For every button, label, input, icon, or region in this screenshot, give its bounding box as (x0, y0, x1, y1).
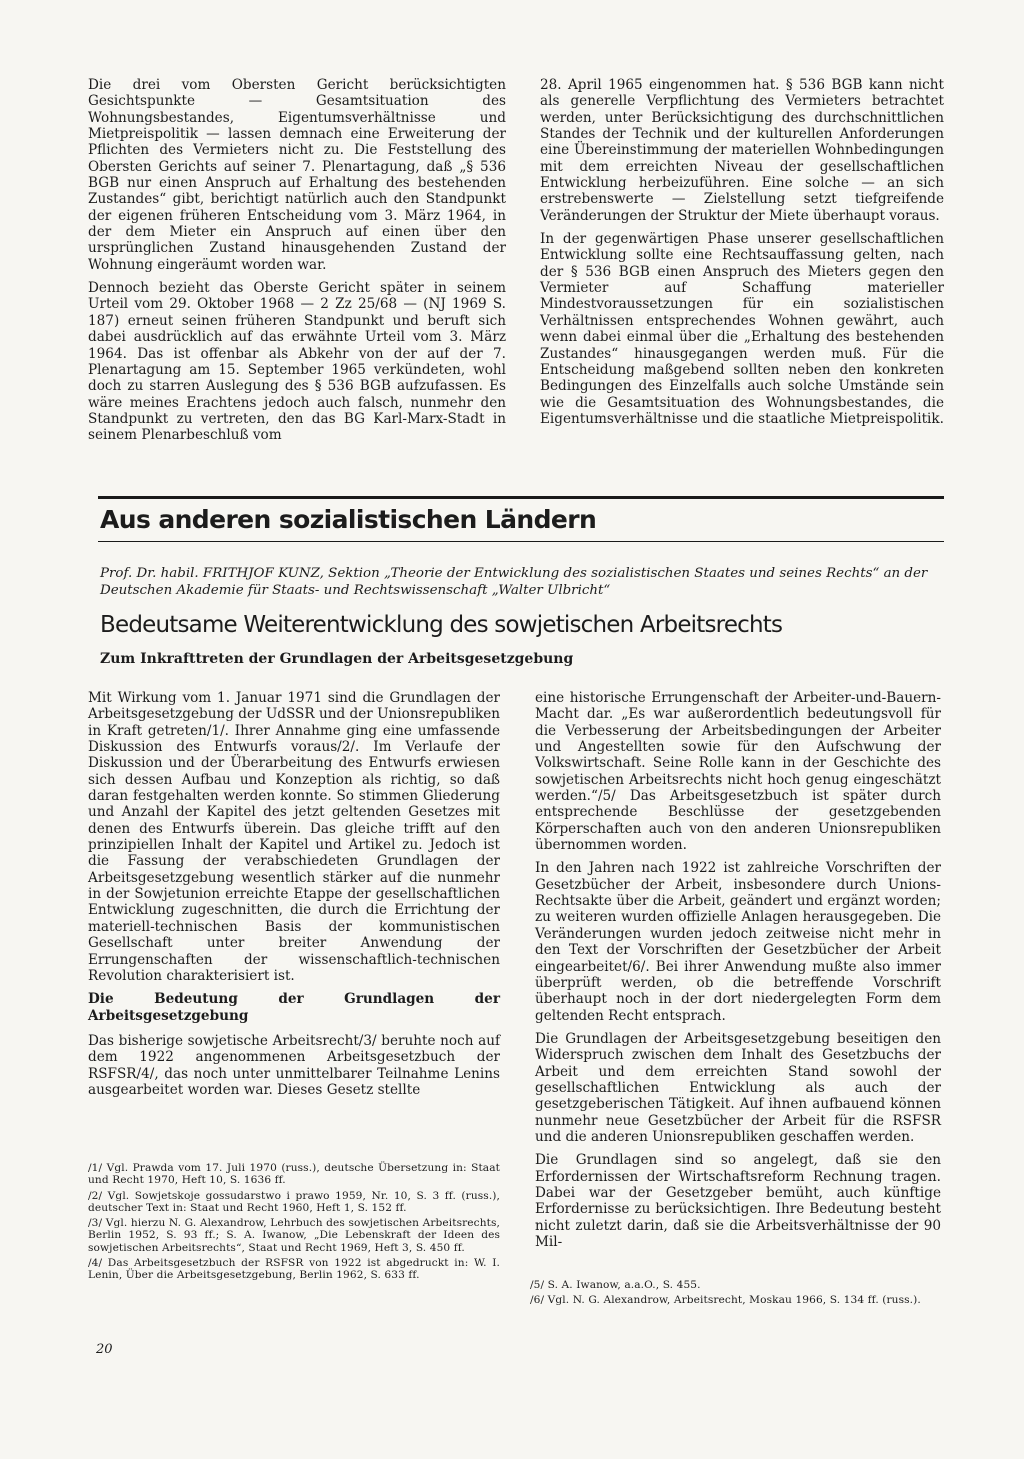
top-left-paragraph-2: Dennoch bezieht das Oberste Gericht später in seinem Urteil vom 29. Oktober 1968 — 2 Zz 25/68 — (NJ 1969 S. 187) erneut seinen früheren Standpunkt und beruft sich dabei ausdrücklich auf das erwähnte Urteil vom 3. März 1964. Das ist offenbar als Abkehr von der auf der 7. Plenartagung am 15. September 1965 verkündeten, wohl doch zu starren Auslegung des § 536 BGB aufzufassen. Es wäre meines Erachtens jedoch auch falsch, nunmehr den Standpunkt zu vertreten, den das BG Karl-Marx-Stadt in seinem Plenarbeschluß vom (88, 280, 506, 444)
top-right-paragraph-1: 28. April 1965 eingenommen hat. § 536 BGB kann nicht als generelle Verpflichtung des Vermieters betrachtet werden, unter Berücksichtigung des durchschnittlichen Standes der Technik und der kulturellen Anforderungen eine Übereinstimmung der materiellen Wohnbedingungen mit dem erreichten Niveau der gesellschaftlichen Entwicklung herbeizuführen. Eine solche — an sich erstrebenswerte — Zielstellung setzt tiefgreifende Veränderungen der Struktur der Miete überhaupt voraus. (540, 77, 944, 224)
article-left-paragraph-2: Das bisherige sowjetische Arbeitsrecht/3/ beruhte noch auf dem 1922 angenommenen Arbeitsgesetzbuch der RSFSR/4/, das noch unter unmittelbarer Teilnahme Lenins ausgearbeitet worden war. Dieses Gesetz stellte (88, 1032, 500, 1098)
article-right-column (535, 690, 941, 1257)
author-line: Prof. Dr. habil. FRITHJOF KUNZ, Sektion „Theorie der Entwicklung des sozialistischen Staates und seines Rechts“ an der Deutschen Akademie für Staats- und Rechtswissenschaft „Walter Ulbricht“ (100, 566, 928, 598)
section-heading: Aus anderen sozialistischen Ländern (100, 505, 597, 534)
footnote-1: /1/ Vgl. Prawda vom 17. Juli 1970 (russ.), deutsche Übersetzung in: Staat und Recht 1970, Heft 10, S. 1636 ff. (88, 1162, 500, 1187)
footnotes-left (88, 1162, 500, 1285)
article-title: Bedeutsame Weiterentwicklung des sowjetischen Arbeitsrechts (100, 612, 783, 638)
page-number: 20 (96, 1342, 113, 1357)
top-right-column (540, 77, 944, 434)
footnote-6: /6/ Vgl. N. G. Alexandrow, Arbeitsrecht, Moskau 1966, S. 134 ff. (russ.). (530, 1294, 921, 1307)
section-rule-bottom (98, 541, 944, 542)
footnote-2: /2/ Vgl. Sowjetskoje gossudarstwo i prawo 1959, Nr. 10, S. 3 ff. (russ.), deutscher Text in: Staat und Recht 1960, Heft 1, S. 152 ff. (88, 1189, 500, 1214)
footnote-3: /3/ Vgl. hierzu N. G. Alexandrow, Lehrbuch des sowjetischen Arbeitsrechts, Berlin 1952, S. 93 ff.; S. A. Iwanow, „Die Lebenskraft der Ideen des sowjetischen Arbeitsrechts“, Staat und Recht 1969, Heft 3, S. 450 ff. (88, 1217, 500, 1254)
article-right-paragraph-1: eine historische Errungenschaft der Arbeiter-und-Bauern-Macht dar. „Es war außerordentlich bedeutungsvoll für die Verbesserung der Arbeitsbedingungen der Arbeiter und Angestellten sowie für den Aufschwung der Volkswirtschaft. Seine Rolle kann in der Geschichte des sowjetischen Arbeitsrechts nicht hoch genug eingeschätzt werden.“/5/ Das Arbeitsgesetzbuch ist später durch entsprechende Beschlüsse der gesetzgebenden Körperschaften auch von den anderen Unionsrepubliken übernommen worden. (535, 690, 941, 854)
article-left-column (88, 690, 500, 1105)
article-right-paragraph-3: Die Grundlagen der Arbeitsgesetzgebung beseitigen den Widerspruch zwischen dem Inhalt des Gesetzbuchs der Arbeit und dem erreichten Stand sowohl der gesellschaftlichen Entwicklung als auch der gesetzgeberischen Tätigkeit. Auf ihnen aufbauend können nunmehr neue Gesetzbücher der Arbeit für die RSFSR und die anderen Unionsrepubliken geschaffen werden. (535, 1030, 941, 1145)
article-right-paragraph-2: In den Jahren nach 1922 ist zahlreiche Vorschriften der Gesetzbücher der Arbeit, insbesondere durch Unions-Rechtsakte über die Arbeit, geändert und ergänzt worden; zu weiteren wurden offizielle Anlagen herausgegeben. Die Veränderungen wurden jedoch zeitweise nicht mehr in den Text der Vorschriften der Gesetzbücher der Arbeit eingearbeitet/6/. Bei ihrer Anwendung mußte also immer überprüft werden, ob die betreffende Vorschrift überhaupt noch in der dort niedergelegten Form dem geltenden Recht entsprach. (535, 860, 941, 1024)
footnote-5: /5/ S. A. Iwanow, a.a.O., S. 455. (530, 1279, 701, 1291)
footnote-4: /4/ Das Arbeitsgesetzbuch der RSFSR von 1922 ist abgedruckt in: W. I. Lenin, Über die Arbeitsgesetzgebung, Berlin 1962, S. 633 ff. (88, 1257, 500, 1282)
section-rule-top (98, 496, 944, 499)
top-left-paragraph-1: Die drei vom Obersten Gericht berücksichtigten Gesichtspunkte — Gesamtsituation des Wohnungsbestandes, Eigentumsverhältnisse und Mietpreispolitik — lassen demnach eine Erweiterung der Pflichten des Vermieters nicht zu. Die Feststellung des Obersten Gerichts auf seiner 7. Plenartagung, daß „§ 536 BGB nur einen Anspruch auf Erhaltung des bestehenden Zustandes“ gibt, berichtigt natürlich auch den Standpunkt der eigenen früheren Entscheidung vom 3. März 1964, in der dem Mieter ein Anspruch auf einen über den ursprünglichen Zustand hinausgehenden Zustand der Wohnung eingeräumt worden war. (88, 77, 506, 273)
footnotes-right (530, 1279, 950, 1310)
article-subheading: Die Bedeutung der Grundlagen der Arbeitsgesetzgebung (88, 991, 500, 1024)
top-right-paragraph-2: In der gegenwärtigen Phase unserer gesellschaftlichen Entwicklung sollte eine Rechtsauffassung gelten, nach der § 536 BGB einen Anspruch des Mieters gegen den Vermieter auf Schaffung materieller Mindestvoraussetzungen für ein sozialistischen Verhältnissen entsprechendes Wohnen gewährt, auch wenn dabei einmal über die „Erhaltung des bestehenden Zustandes“ hinausgegangen werden muß. Für die Entscheidung maßgebend sollten neben den konkreten Bedingungen des Einzelfalls auch solche Umstände sein wie die Gesamtsituation des Wohnungsbestandes, die Eigentumsverhältnisse und die staatliche Mietpreispolitik. (540, 231, 944, 427)
top-left-column (88, 77, 506, 451)
article-subtitle: Zum Inkrafttreten der Grundlagen der Arbeitsgesetzgebung (100, 651, 574, 667)
article-right-paragraph-4: Die Grundlagen sind so angelegt, daß sie den Erfordernissen der Wirtschaftsreform Rechnung tragen. Dabei war der Gesetzgeber bemüht, auch künftige Erfordernisse zu berücksichtigen. Ihre Bedeutung besteht nicht zuletzt darin, daß sie die Arbeitsverhältnisse der 90 Mil- (535, 1152, 941, 1250)
article-left-paragraph-1: Mit Wirkung vom 1. Januar 1971 sind die Grundlagen der Arbeitsgesetzgebung der UdSSR und der Unionsrepubliken in Kraft getreten/1/. Ihrer Annahme ging eine umfassende Diskussion des Entwurfs voraus/2/. Im Verlaufe der Diskussion und der Überarbeitung des Entwurfs erwiesen sich dessen Aufbau und Konzeption als richtig, so daß daran festgehalten werden konnte. So stimmen Gliederung und Anzahl der Kapitel des jetzt geltenden Gesetzes mit denen des Entwurfs überein. Das gleiche trifft auf den prinzipiellen Inhalt der Kapitel und Artikel zu. Jedoch ist die Fassung der verabschiedeten Grundlagen der Arbeitsgesetzgebung wesentlich stärker auf die nunmehr in der Sowjetunion erreichte Etappe der gesellschaftlichen Entwicklung zugeschnitten, die durch die Errichtung der materiell-technischen Basis der kommunistischen Gesellschaft unter breiter Anwendung der Errungenschaften der wissenschaftlich-technischen Revolution charakterisiert ist. (88, 690, 500, 984)
